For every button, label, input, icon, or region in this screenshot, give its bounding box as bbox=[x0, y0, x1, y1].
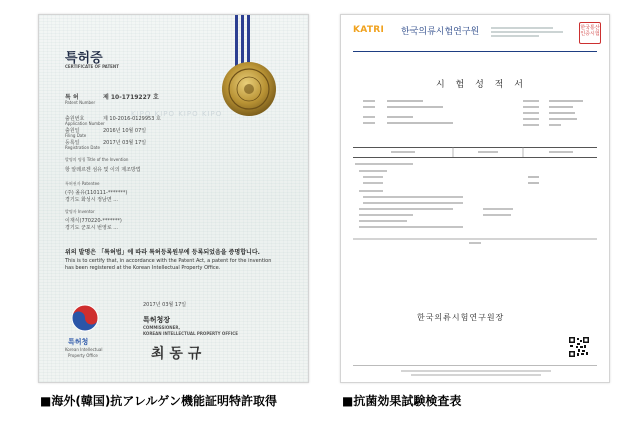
header-divider bbox=[353, 51, 597, 52]
patent-number-label-en: Patent Number bbox=[65, 100, 96, 105]
commissioner-title-en-1: COMMISSIONER, bbox=[143, 325, 181, 330]
results-table bbox=[353, 147, 597, 259]
issue-date: 2017년 03월 17일 bbox=[143, 302, 187, 308]
org-name: 한국의류시험연구원 bbox=[401, 27, 480, 37]
caption-test-report: ■抗菌効果試験検査表 bbox=[342, 394, 462, 408]
application-number-label-en: Application Number bbox=[65, 121, 105, 126]
invention-label-en: Title of the Invention bbox=[86, 157, 129, 162]
inventor-name: 이재식(770220-*******) bbox=[65, 218, 122, 224]
registration-date: 2017년 03월 17일 bbox=[103, 140, 147, 146]
inventor-address: 경기도 군포시 번영로 ... bbox=[65, 225, 119, 231]
patentee-name: (주) 올유(110111-*******) bbox=[65, 190, 128, 196]
patentee-label-ko: 특허권자 bbox=[65, 181, 81, 186]
qr-code-icon bbox=[569, 337, 589, 357]
report-info-block bbox=[363, 97, 589, 141]
invention-label-ko: 발명의 명칭 bbox=[65, 157, 86, 162]
patent-number-label: 특 허 bbox=[65, 94, 79, 101]
filing-date: 2016년 10월 07일 bbox=[103, 128, 147, 134]
footer-divider bbox=[353, 365, 597, 366]
application-number-label: 출원번호 bbox=[65, 116, 85, 122]
commissioner-title-en-2: KOREAN INTELLECTUAL PROPERTY OFFICE bbox=[143, 331, 238, 336]
patent-certificate bbox=[38, 14, 309, 383]
registration-date-label: 등록일 bbox=[65, 140, 80, 146]
kipo-logo-text: 특허청 bbox=[68, 338, 89, 346]
kipo-logo-icon bbox=[70, 303, 100, 333]
gold-seal-icon bbox=[221, 61, 277, 117]
inventor-label-en: Inventor bbox=[77, 209, 95, 214]
statement-en-line-1: This is to certify that, in accordance with the Patent Act, a patent for the invention bbox=[65, 258, 272, 264]
invention-title: 항 알레르겐 섬유 및 이의 제조방법 bbox=[65, 167, 141, 173]
inventor-label bbox=[65, 209, 95, 215]
caption-patent: ■海外(韓国)抗アレルゲン機能証明特許取得 bbox=[40, 394, 278, 408]
filing-date-label: 출원일 bbox=[65, 128, 80, 134]
invention-label bbox=[65, 157, 128, 163]
test-report bbox=[340, 14, 610, 383]
patentee-label bbox=[65, 181, 100, 187]
report-title: 시 험 성 적 서 bbox=[436, 80, 527, 90]
kipo-logo-en-1: Korean Intellectual bbox=[65, 347, 103, 352]
patent-number: 제 10-1719227 호 bbox=[103, 94, 159, 101]
watermark-text: KIPO KIPO KIPO KIPO bbox=[131, 110, 223, 118]
header-address-block bbox=[491, 25, 571, 39]
patent-title-en: CERTIFICATE OF PATENT bbox=[65, 64, 119, 69]
katri-logo bbox=[353, 25, 384, 35]
application-number: 제 10-2016-0129953 호 bbox=[103, 116, 161, 122]
statement-ko: 위의 발명은 「특허법」에 따라 특허등록원부에 등록되었음을 증명합니다. bbox=[65, 249, 260, 256]
commissioner-signature: 최 동 규 bbox=[151, 346, 202, 362]
commissioner-title: 특허청장 bbox=[143, 316, 171, 324]
patentee-label-en: Patentee bbox=[81, 181, 100, 186]
certification-stamp: 한국통산 인증시험 bbox=[579, 22, 601, 44]
patentee-address: 경기도 화성시 정남면 ... bbox=[65, 197, 119, 203]
statement-en-line-2: has been registered at the Korean Intellectual Property Office. bbox=[65, 265, 221, 271]
patent-title: 특허증 bbox=[65, 51, 103, 66]
report-footer-title: 한국의류시험연구원장 bbox=[417, 313, 505, 322]
kipo-logo-en-2: Property Office bbox=[68, 353, 98, 358]
katri-logo-text: KATRI bbox=[353, 25, 385, 35]
registration-date-label-en: Registration Date bbox=[65, 145, 100, 150]
footer-notes bbox=[401, 369, 551, 377]
filing-date-label-en: Filing Date bbox=[65, 133, 87, 138]
inventor-label-ko: 발명자 bbox=[65, 209, 77, 214]
